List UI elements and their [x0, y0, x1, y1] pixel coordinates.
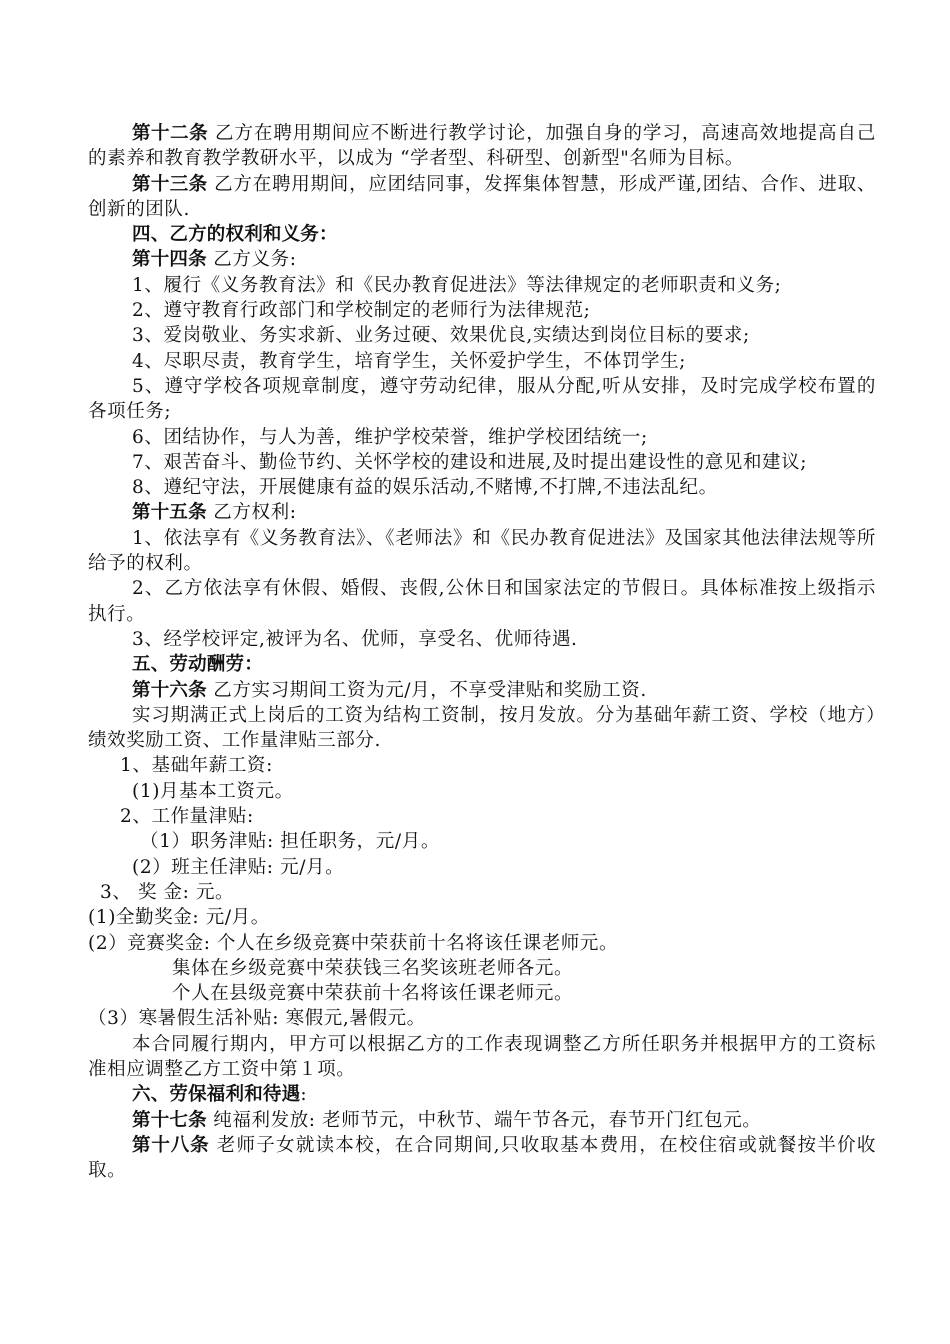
article-text: 乙方实习期间工资为元/月，不享受津贴和奖励工资.: [206, 679, 647, 701]
article-text: 乙方在聘用期间，应团结同事，发挥集体智慧，形成严谨,团结、合作、进取、创新的团队.: [88, 173, 876, 220]
right-2: 2、乙方依法享有休假、婚假、丧假,公休日和国家法定的节假日。具体标准按上级指示执行。: [88, 578, 876, 625]
right-1: 1、依法享有《义务教育法》、《老师法》和《民办教育促进法》及国家其他法律法规等所给予的权利。: [88, 527, 876, 575]
wage-item: 个人在县级竞赛中荣获前十名将该任课老师元。: [172, 983, 574, 1005]
wage-item: 1、基础年薪工资:: [120, 755, 273, 777]
article-text: 纯福利发放: 老师节元，中秋节、端午节各元，春节开门红包元。: [206, 1109, 762, 1131]
article-14: [88, 247, 876, 272]
wage-item: (2）班主任津贴: 元/月。: [132, 856, 345, 878]
article-13: [88, 172, 876, 223]
article-text: 老师子女就读本校，在合同期间,只收取基本费用，在校住宿或就餐按半价收取。: [88, 1134, 876, 1182]
article-12: [88, 121, 876, 172]
article-label: 第十三条: [132, 173, 208, 195]
article-label: 第十八条: [132, 1134, 210, 1156]
wage-adjustment: 本合同履行期内，甲方可以根据乙方的工作表现调整乙方所任职务并根据甲方的工资标准相应调整乙方工资中第１项。: [88, 1033, 876, 1080]
wage-item: （3）寒暑假生活补贴: 寒假元,暑假元。: [88, 1008, 426, 1030]
article-label: 第十二条: [132, 123, 209, 144]
article-18: [88, 1133, 876, 1184]
article-text: 乙方权利:: [206, 502, 297, 524]
wage-item: (1)全勤奖金: 元/月。: [88, 907, 270, 929]
duty-6: 6、团结协作，与人为善，维护学校荣誉，维护学校团结统一;: [132, 426, 648, 448]
article-label: 第十五条: [132, 502, 207, 524]
wage-item: 2、工作量津贴:: [120, 806, 254, 828]
wage-structure: 实习期满正式上岗后的工资为结构工资制，按月发放。分为基础年薪工资、学校（地方）绩效奖励工资、工作量津贴三部分.: [88, 704, 876, 752]
article-17: [88, 1108, 876, 1133]
wage-item: (2）竞赛奖金: 个人在乡级竞赛中荣获前十名将该任课老师元。: [88, 932, 619, 954]
article-text: 乙方义务:: [206, 249, 297, 271]
duty-5: 5、遵守学校各项规章制度，遵守劳动纪律，服从分配,听从安排，及时完成学校布置的各项任务;: [88, 375, 876, 423]
duty-7: 7、艰苦奋斗、勤俭节约、关怀学校的建设和进展,及时提出建设性的意见和建议;: [132, 451, 808, 473]
right-3: 3、经学校评定,被评为名、优师，享受名、优师待遇.: [132, 628, 578, 650]
section-heading-text: 六、劳保福利和待遇: [132, 1084, 301, 1106]
article-15: [88, 500, 876, 525]
section-heading-colon: :: [300, 1084, 308, 1106]
article-16: [88, 678, 876, 703]
wage-item: （1）职务津贴: 担任职务，元/月。: [140, 831, 440, 853]
document-page: [88, 121, 876, 1183]
duty-2: 2、遵守教育行政部门和学校制定的老师行为法律规范;: [132, 300, 591, 322]
section-heading-6: [88, 1082, 876, 1107]
duty-8: 8、遵纪守法，开展健康有益的娱乐活动,不赌博,不打牌,不违法乱纪。: [132, 477, 718, 499]
article-label: 第十四条: [132, 249, 207, 271]
article-label: 第十六条: [132, 679, 207, 701]
article-label: 第十七条: [132, 1109, 207, 1131]
section-heading-5: 五、劳动酬劳：: [132, 654, 263, 676]
wage-item: (1)月基本工资元。: [132, 780, 294, 802]
duty-4: 4、尽职尽责，教育学生，培育学生，关怀爱护学生，不体罚学生;: [132, 350, 687, 372]
wage-item: 3、 奖 金: 元。: [100, 881, 235, 903]
duty-1: 1、履行《义务教育法》和《民办教育促进法》等法律规定的老师职责和义务;: [132, 274, 782, 296]
wage-item: 集体在乡级竞赛中荣获钱三名奖该班老师各元。: [172, 957, 574, 979]
section-heading-4: 四、乙方的权利和义务：: [132, 224, 338, 246]
article-text: 乙方在聘用期间应不断进行教学讨论，加强自身的学习，高速高效地提高自己的素养和教育教学教研水平，以成为 “学者型、科研型、创新型"名师为目标。: [88, 123, 876, 170]
duty-3: 3、爱岗敬业、务实求新、业务过硬、效果优良,实绩达到岗位目标的要求;: [132, 325, 750, 347]
